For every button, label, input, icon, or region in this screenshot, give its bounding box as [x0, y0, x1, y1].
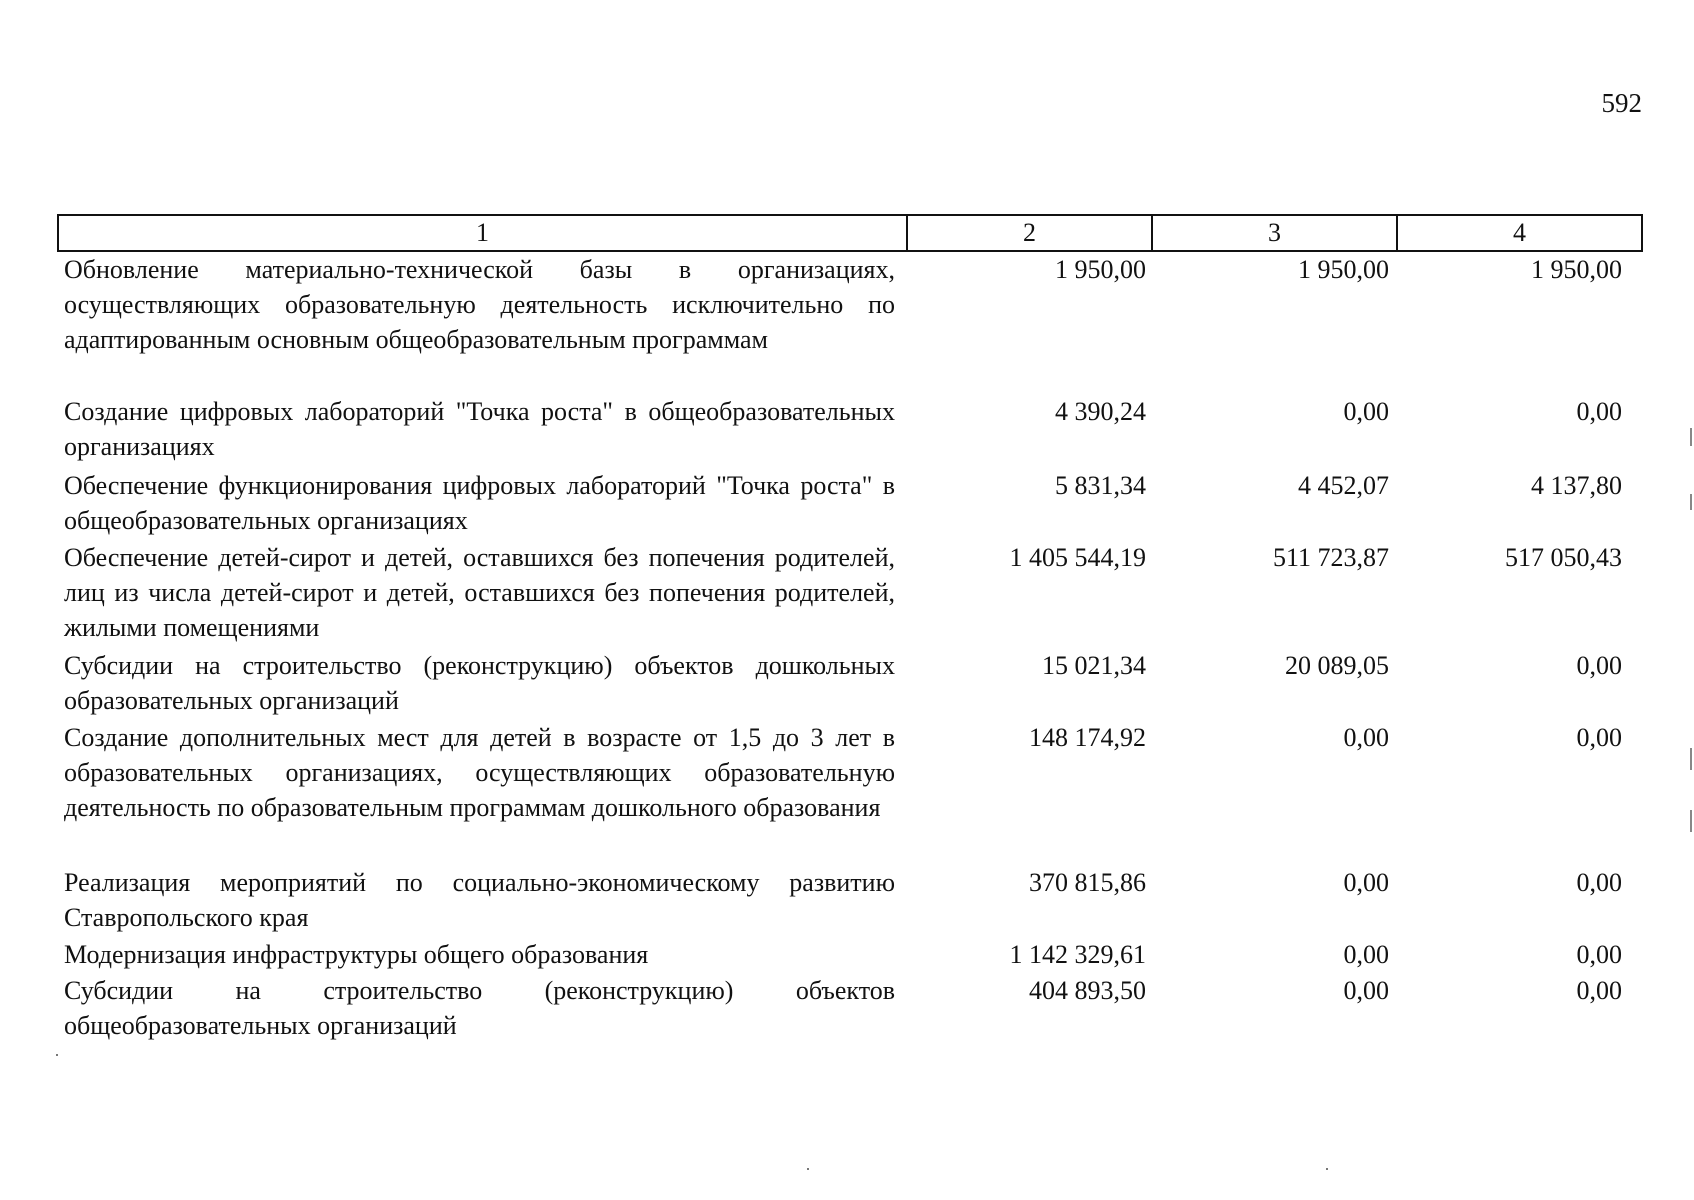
row-value-col3: 4 452,07 [1298, 471, 1389, 500]
table-row [58, 937, 1642, 973]
row-value-col4: 0,00 [1576, 397, 1622, 426]
scan-dot [807, 1168, 809, 1170]
row-name: Субсидии на строительство (реконструкцию) объектов дошкольных образовательных организаций [64, 651, 895, 715]
row-value-col2: 1 950,00 [1055, 255, 1146, 284]
row-value-col4: 4 137,80 [1531, 471, 1622, 500]
row-name: Создание цифровых лабораторий "Точка роста" в общеобразовательных организациях [64, 397, 895, 461]
row-value-col4: 0,00 [1576, 940, 1622, 969]
page-number: 592 [1601, 88, 1642, 118]
scan-dot [1326, 1168, 1328, 1170]
row-value-col3: 0,00 [1343, 976, 1389, 1005]
row-name: Обеспечение функционирования цифровых лабораторий "Точка роста" в общеобразовательных организациях [64, 471, 895, 535]
row-value-col2: 5 831,34 [1055, 471, 1146, 500]
row-value-col2: 148 174,92 [1029, 723, 1146, 752]
table-row [58, 720, 1642, 865]
row-value-col3: 0,00 [1343, 397, 1389, 426]
row-value-col3: 511 723,87 [1272, 543, 1389, 572]
row-value-col4: 0,00 [1576, 651, 1622, 680]
row-value-col4: 0,00 [1576, 868, 1622, 897]
row-value-col2: 1 142 329,61 [1009, 940, 1146, 969]
scan-edge-mark [1690, 428, 1692, 446]
row-value-col2: 1 405 544,19 [1009, 543, 1146, 572]
table-row [58, 648, 1642, 720]
row-value-col2: 404 893,50 [1029, 976, 1146, 1005]
header-cell-4: 4 [1397, 215, 1642, 251]
budget-table [57, 214, 1643, 1045]
row-name: Реализация мероприятий по социально-экономическому развитию Ставропольского края [64, 868, 895, 932]
row-value-col4: 0,00 [1576, 976, 1622, 1005]
row-name: Субсидии на строительство (реконструкцию) объектов общеобразовательных организаций [64, 976, 895, 1040]
header-row [58, 215, 1642, 251]
table-row [58, 468, 1642, 540]
row-value-col4: 517 050,43 [1505, 543, 1622, 572]
row-name: Модернизация инфраструктуры общего образования [64, 940, 649, 969]
row-value-col2: 15 021,34 [1042, 651, 1146, 680]
table-row [58, 392, 1642, 468]
row-name: Обеспечение детей-сирот и детей, оставшихся без попечения родителей, лиц из числа детей-сирот и детей, оставшихся без попечения родителей, жилыми помещениями [64, 543, 895, 642]
row-value-col3: 0,00 [1343, 940, 1389, 969]
scan-edge-mark [1690, 810, 1692, 832]
row-value-col3: 20 089,05 [1285, 651, 1389, 680]
scan-dot [56, 1054, 58, 1056]
scan-edge-mark [1690, 494, 1692, 510]
row-value-col4: 0,00 [1576, 723, 1622, 752]
row-value-col3: 1 950,00 [1298, 255, 1389, 284]
row-value-col3: 0,00 [1343, 723, 1389, 752]
table-row [58, 865, 1642, 937]
scan-edge-mark [1690, 748, 1692, 770]
table-row [58, 973, 1642, 1045]
row-value-col2: 370 815,86 [1029, 868, 1146, 897]
row-name: Обновление материально-технической базы в организациях, осуществляющих образовательную деятельность исключительно по адаптированным основным общеобразовательным программам [64, 255, 895, 354]
header-cell-2: 2 [907, 215, 1152, 251]
header-cell-1: 1 [58, 215, 907, 251]
table-row [58, 251, 1642, 392]
header-cell-3: 3 [1152, 215, 1397, 251]
row-name: Создание дополнительных мест для детей в возрасте от 1,5 до 3 лет в образовательных организациях, осуществляющих образовательную деятельность по образовательным программам дошкольного образования [64, 723, 895, 822]
row-value-col3: 0,00 [1343, 868, 1389, 897]
row-value-col2: 4 390,24 [1055, 397, 1146, 426]
row-value-col4: 1 950,00 [1531, 255, 1622, 284]
table-row [58, 540, 1642, 648]
